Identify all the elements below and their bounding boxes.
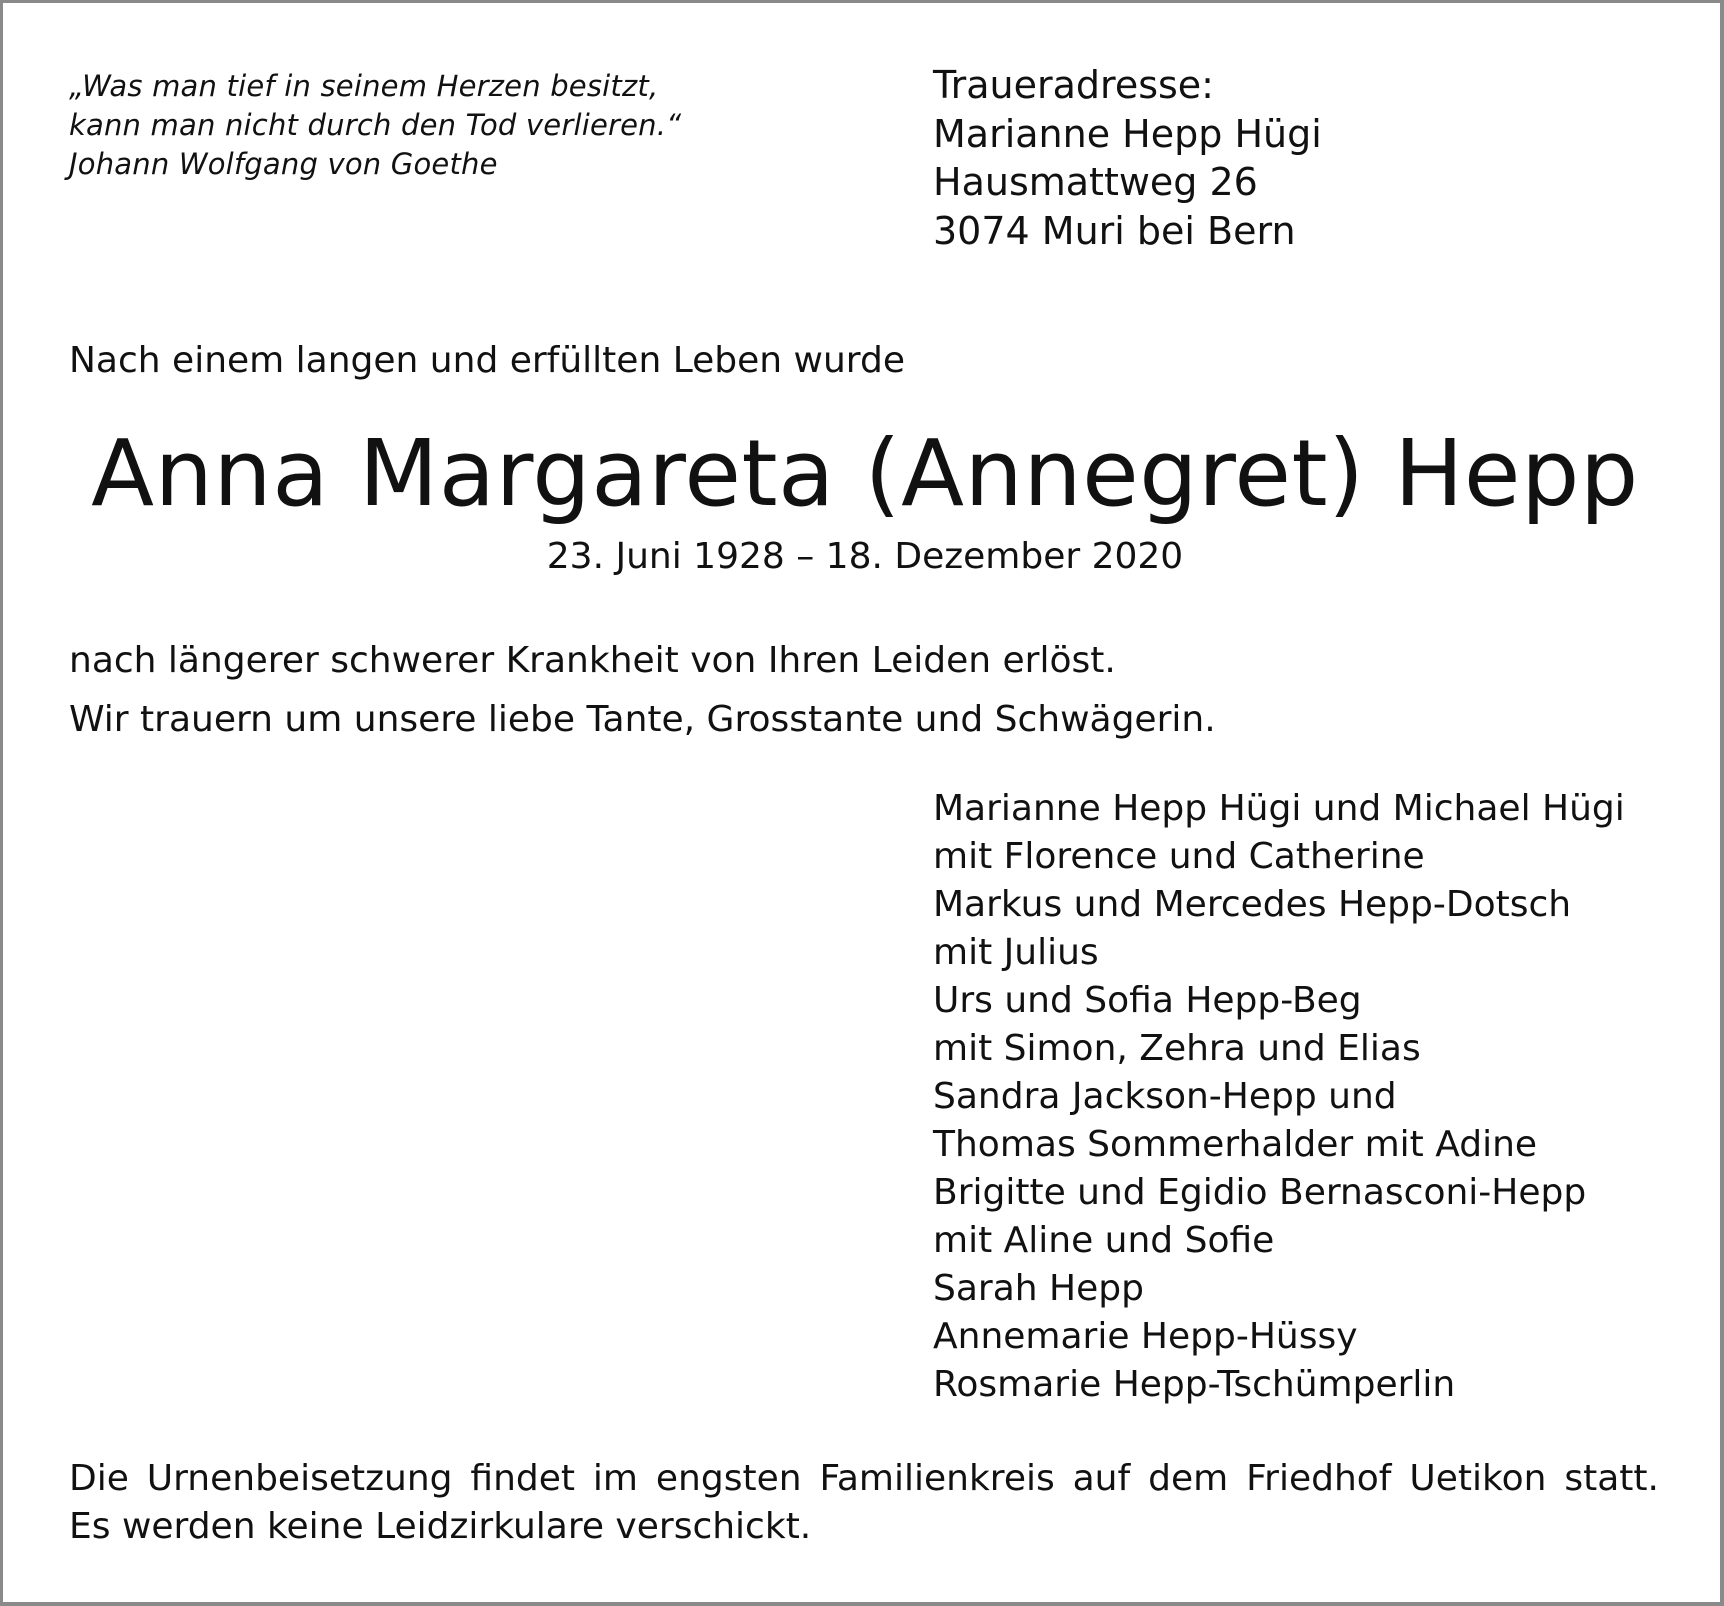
quote-author: Johann Wolfgang von Goethe	[69, 147, 498, 181]
closing-word: dem	[1148, 1458, 1229, 1499]
mourner-entry: Marianne Hepp Hügi und Michael Hügi	[933, 788, 1625, 829]
address-name: Marianne Hepp Hügi	[933, 111, 1322, 156]
closing-word: im	[592, 1458, 638, 1499]
deceased-name: Anna Margareta (Annegret) Hepp	[91, 420, 1639, 527]
closing-line	[69, 1455, 1659, 1503]
mourner-entry: mit Aline und Sofie	[933, 1220, 1275, 1261]
closing-word: Uetikon	[1409, 1458, 1547, 1499]
intro-text: Nach einem langen und erfüllten Leben wurde	[69, 340, 905, 381]
closing-word: engsten	[655, 1458, 802, 1499]
mourner-entry: mit Julius	[933, 932, 1099, 973]
mourner-entry: Thomas Sommerhalder mit Adine	[933, 1124, 1538, 1165]
body-line: nach längerer schwerer Krankheit von Ihren Leiden erlöst.	[69, 640, 1116, 681]
closing-line: Es werden keine Leidzirkulare verschickt.	[69, 1506, 812, 1547]
announcement-body	[69, 631, 1216, 749]
mourner-entry: Sandra Jackson-Hepp und	[933, 1076, 1397, 1117]
closing-word: Urnenbeisetzung	[146, 1458, 453, 1499]
quote-line: „Was man tief in seinem Herzen besitzt,	[69, 69, 659, 103]
closing-word: auf	[1072, 1458, 1131, 1499]
life-dates: 23. Juni 1928 – 18. Dezember 2020	[546, 536, 1184, 577]
closing-notice	[69, 1455, 1659, 1551]
mourner-entry: Rosmarie Hepp-Tschümperlin	[933, 1364, 1456, 1405]
mourner-entry: Sarah Hepp	[933, 1268, 1144, 1309]
closing-word: Friedhof	[1246, 1458, 1392, 1499]
mourning-address	[933, 61, 1322, 255]
address-street: Hausmattweg 26	[933, 160, 1258, 204]
mourner-entry: Markus und Mercedes Hepp-Dotsch	[933, 884, 1572, 925]
address-city: 3074 Muri bei Bern	[933, 208, 1296, 253]
mourner-entry: Annemarie Hepp-Hüssy	[933, 1316, 1358, 1357]
mourner-entry: mit Simon, Zehra und Elias	[933, 1028, 1421, 1069]
mourner-entry: Brigitte und Egidio Bernasconi-Hepp	[933, 1172, 1587, 1213]
mourners-list	[933, 785, 1625, 1409]
address-heading: Traueradresse:	[933, 63, 1214, 107]
goethe-quote	[69, 67, 681, 184]
closing-word: Die	[69, 1458, 129, 1499]
mourner-entry: mit Florence und Catherine	[933, 836, 1425, 877]
closing-word: statt.	[1564, 1458, 1659, 1499]
mourner-entry: Urs und Sofia Hepp-Beg	[933, 980, 1362, 1021]
closing-word: Familienkreis	[819, 1458, 1055, 1499]
quote-line: kann man nicht durch den Tod verlieren.“	[69, 108, 682, 142]
body-line: Wir trauern um unsere liebe Tante, Grosstante und Schwägerin.	[69, 699, 1216, 740]
closing-word: findet	[470, 1458, 575, 1499]
